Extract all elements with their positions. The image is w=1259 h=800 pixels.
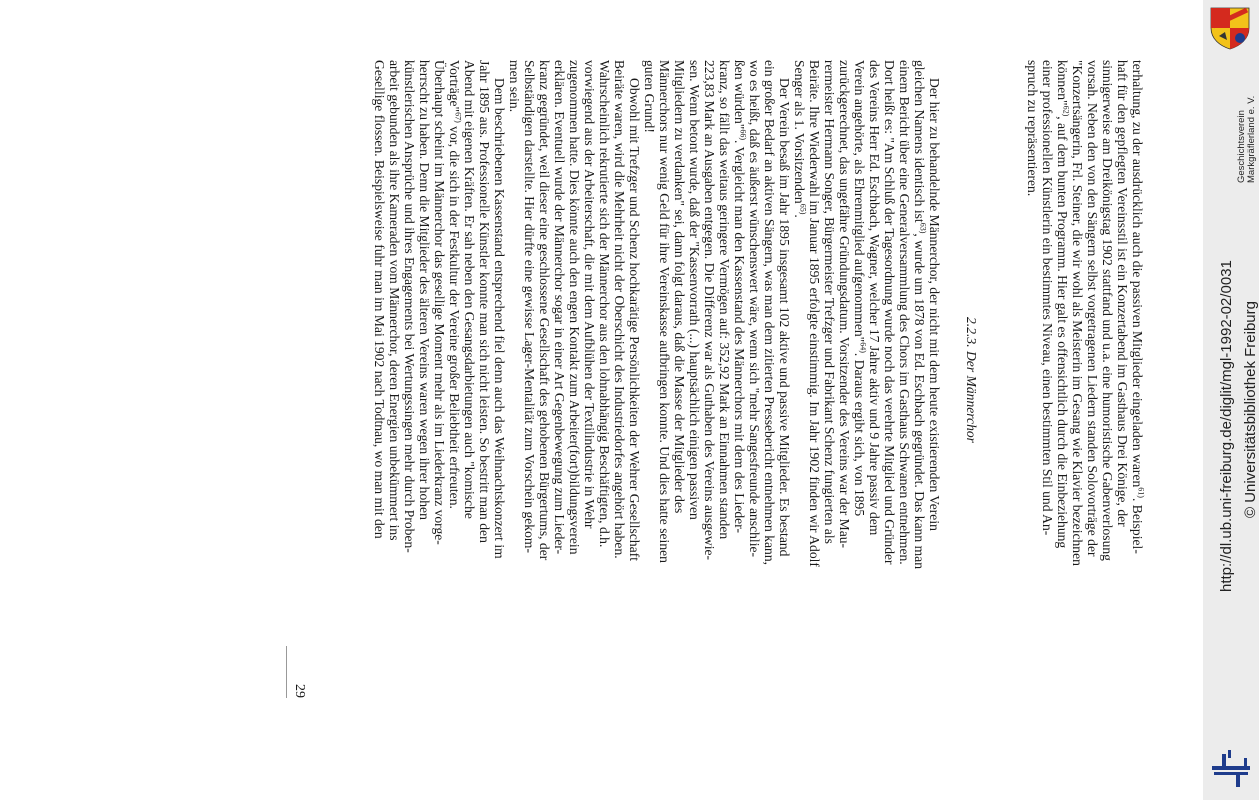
society-name-line1: Geschichtsverein — [1236, 110, 1247, 183]
footnote-ref: 67) — [453, 112, 463, 123]
footnote-ref: 62) — [1061, 105, 1071, 117]
text-line: zugenommen hatte. Dies könnte auch den engen Kontakt zum Arbeiter(fort)bildungsverein — [567, 60, 582, 555]
text-line: Beiräte waren, wird die Mehrheit nicht der Oberschicht des Industriedorfes angehört haben. — [612, 60, 627, 559]
text-line: Der hier zu behandelnde Männerchor, der nicht mit dem heute existierenden Verein — [927, 78, 942, 531]
paragraph — [372, 60, 507, 700]
text-line: Männerchors nur wenig Geld für ihre Vereinskasse aufbringen konnte. Und dies hatte seinen — [657, 60, 672, 563]
text-line: Dem beschriebenen Kassenstand entsprechend fiel denn auch das Weihnachtskonzert im — [492, 78, 507, 559]
document-page — [55, 60, 1145, 700]
text-line: Mitgliedern zu verdanken" sei, dann folgt daraus, daß die Masse der Mitglieder des — [672, 60, 687, 514]
text-line: Dort heißt es: "Am Schluß der Tagesordnung wurde noch das verehrte Mitglied und Gründer — [882, 60, 897, 565]
text-line: sen. Wenn betont wurde, daß der "Kassenvorrath (...) hauptsächlich einigen passiven — [687, 60, 702, 520]
text-line: wo es heißt, daß es äußerst wünschenswert wäre, wenn sich "mehr Sangesfreunde anschlie- — [747, 60, 762, 558]
text-line: terhaltung, zu der ausdrücklich auch die passiven Mitglieder eingeladen waren$^{61)}$. Beispiel- — [1130, 60, 1146, 554]
text-line: arbeit gebunden als ihre Kameraden vom Männerchor, deren Energien unbekümmert ins — [387, 60, 402, 541]
footnote-ref: 61) — [1136, 487, 1146, 498]
text-line: spruch zu repräsentieren. — [1025, 60, 1040, 197]
text-line: Senger als 1. Vorsitzenden$^{65)}$. — [792, 60, 808, 218]
section-heading: 2.2.3. Der Männerchor — [964, 317, 979, 443]
society-name-line2: Markgräflerland e. V. — [1246, 95, 1257, 183]
paragraph — [507, 60, 642, 700]
text-line: können"$^{62)}$, auf dem bunten Programm. Hier galt es offensichtlich durch die Einbeziehung — [1055, 60, 1071, 549]
text-line: guten Grund! — [642, 60, 657, 133]
text-line: Gesellige flossen. Beispielsweise fuhr man im Mai 1902 nach Todtnau, wo man mit den — [372, 60, 387, 539]
paragraph — [642, 60, 792, 700]
footnote-ref: 66) — [738, 129, 748, 141]
text-line: künstlerischen Ansprüche und ihres Engagements bei Wertungssingen mehr durch Proben- — [402, 60, 417, 553]
footnote-ref: 63) — [918, 222, 928, 234]
text-line: Abend mit eigenen Kräften. Er sah neben den Gesangsdarbietungen auch "komische — [462, 60, 477, 519]
text-line: einem Bericht über eine Generalversammlung des Chors im Gasthaus Schwanen entnehmen. — [897, 60, 912, 565]
text-line: ein großer Bedarf an aktiven Sängern, was man dem zitierten Pressebericht entnehmen kann, — [762, 60, 777, 566]
footnote-ref: 65) — [798, 203, 808, 215]
document-url[interactable]: http://dl.ub.uni-freiburg.de/diglit/mgl-1992-02/0031 — [1218, 260, 1235, 592]
text-line: vorwiegend aus der Arbeiterschaft, die mit dem Aufblühen der Textilindustrie in Wehr — [582, 60, 597, 529]
page-number: 29 — [292, 684, 307, 698]
text-line: rermeister Hermann Songer, Bürgermeister Trefzger und Fabrikant Schenz fungierten als — [822, 60, 837, 544]
paragraph — [792, 60, 942, 700]
ub-freiburg-logo-icon — [1208, 748, 1254, 792]
text-line: Überhaupt scheint im Männerchor das gesellige Moment mehr als im Liederkranz vorge- — [432, 60, 447, 545]
text-line: Selbständigen darstellte. Hier dürfte eine gewisse Lager-Mentalität zum Vorschein gekom- — [522, 60, 537, 553]
text-line: Vorträge"$^{67)}$ vor, die sich in der Festkultur der Vereine großer Beliebtheit erfreuten. — [447, 60, 463, 509]
text-line: sinnigerweise am Dreikönigstag 1902 stattfand und u.a. eine humoristische Gabenverlosung — [1100, 60, 1115, 561]
paragraph-continuation — [1025, 60, 1145, 700]
footnote-ref: 64) — [858, 342, 868, 353]
text-line: Beiräte. Ihre Wiederwahl im Januar 1895 erfolgte einstimmig. Im Jahr 1902 finden wir Adolf — [807, 60, 822, 567]
text-line: gleichen Namens identisch ist$^{63)}$, wurde um 1878 von Ed. Eschbach gegründet. Das kann man — [912, 60, 928, 569]
text-line: herrscht zu haben. Denn die Mitglieder des älteren Vereins waren wegen ihrer hohen — [417, 60, 432, 520]
page-number-rule — [286, 646, 287, 698]
text-line: Wahrscheinlich rekrutierte sich der Männerchor aus den lohnabhängig Beschäftigten, d.h. — [597, 60, 612, 548]
text-line: Obwohl mit Trefzger und Schenz hochkarätige Persönlichkeiten der Wehrer Gesellschaft — [627, 78, 642, 561]
text-line: einer professionellen Künstlerin ein bestimmtes Niveau, einen bestimmten Stil und An- — [1040, 60, 1055, 536]
text-line: haft für den gepflegten Vereinsstil ist ein Konzertabend im Gasthaus Drei Könige, der — [1115, 60, 1130, 527]
text-line: Der Verein besaß im Jahr 1895 insgesamt 102 aktive und passive Mitglieder. Es bestand — [777, 78, 792, 557]
text-line: vorsah. Neben den von den Sängern selbst vorgetragenen Liedern standen Solovorträge der — [1085, 60, 1100, 557]
text-line: Jahr 1895 aus. Professionelle Künstler konnte man sich nicht leisten. So bestritt man den — [477, 60, 492, 543]
text-line: erklären. Eventuell wurde der Männerchor sogar in einer Art Gegenbewegung zum Lieder- — [552, 60, 567, 555]
text-line: ßen würden"$^{66)}$. Vergleicht man den Kassenstand des Männerchors mit dem des Lieder- — [732, 60, 748, 533]
text-line: zurückgerechnet, das ungefähre Gründungsdatum. Vorsitzender des Vereins war der Mau- — [837, 60, 852, 549]
text-line: men sein. — [507, 60, 522, 113]
text-line: kranz, so fällt das weitaus geringere Vermögen auf: 352,92 Mark an Einnahmen standen — [717, 60, 732, 540]
coat-of-arms-icon — [1207, 6, 1253, 50]
text-line: Verein angehörte, als Ehrenmitglied aufgenommen"$^{64)}$. Daraus ergibt sich, von 1895 — [852, 60, 868, 517]
text-line: 223,83 Mark an Ausgaben entgegen. Die Differenz war als Guthaben des Vereins ausgewie- — [702, 60, 717, 561]
text-line: des Vereins Herr Ed. Eschbach, Wagner, welcher 17 Jahre aktiv und 9 Jahre passiv dem — [867, 60, 882, 536]
text-line: "Konzertsängerin, Frl. Steiner, die wir wohl als Meisterin im Gesang wie Klavier bezeichnen — [1070, 60, 1085, 566]
copyright-notice: © Universitätsbibliothek Freiburg — [1242, 301, 1259, 518]
text-line: kranz gegründet, weil dieser eine geschlossene Gesellschaft des gehobenen Bürgertums, der — [537, 60, 552, 561]
